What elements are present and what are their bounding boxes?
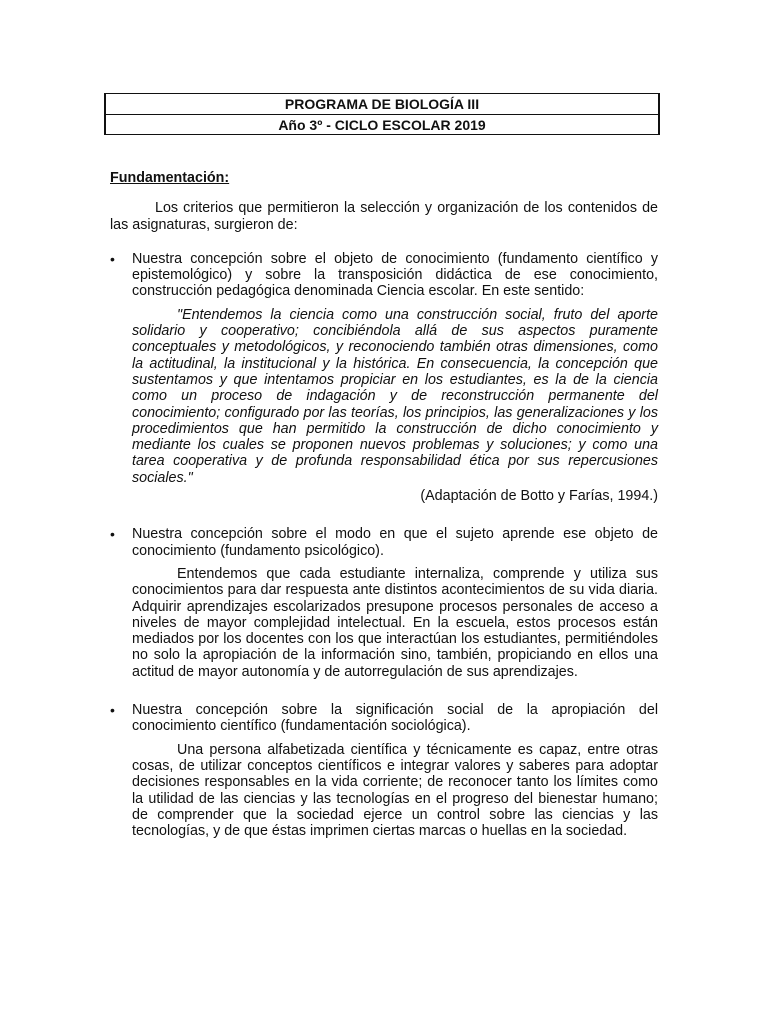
bullet-text-1: Nuestra concepción sobre el objeto de conocimiento (fundamento científico y epistemológico) y sobre la transposición didáctica de ese conocimiento, construcción pedagógica denominada Ciencia escolar. En este sentido: bbox=[132, 250, 658, 300]
section-title: Fundamentación: bbox=[110, 170, 230, 186]
document-subtitle: Año 3º - CICLO ESCOLAR 2019 bbox=[278, 117, 486, 133]
bullet-icon: • bbox=[110, 526, 115, 543]
paragraph-sociological: Una persona alfabetizada científica y técnicamente es capaz, entre otras cosas, de utilizar conceptos científicos e integrar valores y saberes para adoptar decisiones responsables en la vida corriente; de reconocer tanto los límites como la utilidad de las ciencias y las tecnologías en el progreso del bienestar humano; de comprender que la sociedad ejerce un control sobre las ciencias y las tecnologías, y de que éstas imprimen ciertas marcas o huellas en la sociedad. bbox=[132, 741, 658, 840]
bullet-item-1 bbox=[110, 251, 658, 504]
document-title: PROGRAMA DE BIOLOGÍA III bbox=[106, 94, 658, 115]
bullet-text-2: Nuestra concepción sobre el modo en que el sujeto aprende ese objeto de conocimiento (fundamento psicológico). bbox=[132, 526, 658, 559]
bullet-item-2 bbox=[110, 526, 658, 680]
bullet-text-3: Nuestra concepción sobre la significación social de la apropiación del conocimiento científico (fundamentación sociológica). bbox=[132, 702, 658, 735]
quote-paragraph: "Entendemos la ciencia como una construcción social, fruto del aporte solidario y cooperativo; concibiéndola allá de sus aspectos puramente conceptuales y metodológicos, y reconociendo también otras dimensiones, como la actitudinal, la institucional y la histórica. En consecuencia, la concepción que sustentamos y que intentamos propiciar en los estudiantes, es la de la ciencia como un proceso de indagación y de reconstrucción permanente del conocimiento; configurado por las teorías, los principios, las generalizaciones y los procedimientos que han permitido la construcción de dicho conocimiento y mediante los cuales se proponen nuevos problemas y soluciones; y como una tarea cooperativa y de profunda responsabilidad ética por sus repercusiones sociales." bbox=[132, 306, 658, 486]
paragraph-psychological: Entendemos que cada estudiante internaliza, comprende y utiliza sus conocimientos para dar respuesta ante distintos acontecimientos de su vida diaria. Adquirir aprendizajes escolarizados presupone procesos personales de acceso a niveles de mayor complejidad intelectual. En la escuela, estos procesos están mediados por los docentes con los que interactúan los estudiantes, permitiéndoles no solo la apropiación de la información sino, también, propiciando en ellos una actitud de mayor autonomía y de autorregulación de sus aprendizajes. bbox=[132, 565, 658, 680]
quote-citation: (Adaptación de Botto y Farías, 1994.) bbox=[420, 488, 658, 505]
header-box bbox=[104, 93, 660, 135]
document-body bbox=[110, 170, 658, 839]
bullet-icon: • bbox=[110, 250, 115, 267]
intro-paragraph: Los criterios que permitieron la selección y organización de los contenidos de las asignaturas, surgieron de: bbox=[110, 200, 658, 233]
bullet-item-3 bbox=[110, 702, 658, 839]
bullet-icon: • bbox=[110, 702, 115, 719]
